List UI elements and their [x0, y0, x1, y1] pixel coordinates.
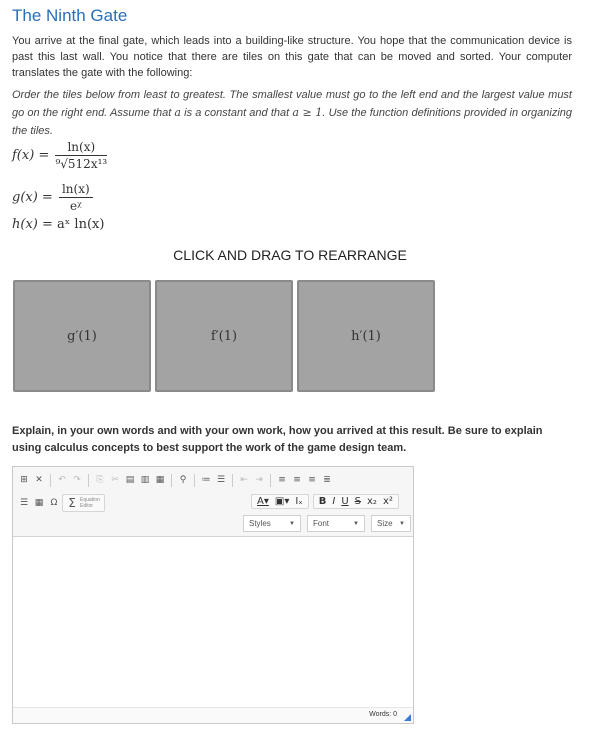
background-color-icon[interactable]: ▣▾ [274, 496, 290, 507]
resize-handle-icon[interactable] [404, 714, 411, 721]
tile-h-prime[interactable] [297, 280, 435, 392]
remove-format-icon[interactable]: Iₓ [295, 496, 303, 507]
rich-text-editor [12, 466, 414, 724]
size-label: Size [377, 519, 393, 528]
chevron-down-icon: ▼ [353, 520, 359, 527]
tile-f-prime[interactable] [155, 280, 293, 392]
font-dropdown[interactable] [307, 515, 365, 532]
copy-icon[interactable]: ⎘ [96, 475, 104, 485]
formula-g-denominator: eᵡ [69, 199, 82, 213]
equation-editor-button[interactable] [62, 494, 105, 512]
explain-prompt: Explain, in your own words and with your own work, how you arrived at this result. Be sure to explain using calculus concepts to best support the work of the game design team. [12, 425, 543, 454]
condition: a ≥ 1 [292, 106, 323, 119]
formula-f [12, 140, 107, 171]
formula-h [12, 217, 104, 232]
toolbar-separator [171, 474, 172, 487]
paste-text-icon[interactable]: ▥ [140, 475, 150, 485]
bulleted-list-icon[interactable]: ☰ [216, 475, 226, 485]
instructions-paragraph [12, 86, 572, 140]
source-icon[interactable]: ⊞ [20, 475, 28, 485]
align-center-icon[interactable]: ≡ [293, 475, 301, 485]
var-a: a [174, 106, 181, 119]
horizontal-line-icon[interactable]: ☰ [19, 498, 29, 508]
tile-g-prime[interactable] [13, 280, 151, 392]
redo-icon[interactable]: ↷ [73, 475, 81, 485]
paste-word-icon[interactable]: ▦ [155, 475, 165, 485]
editor-content-area[interactable] [13, 538, 413, 708]
formula-f-denominator: ⁹√512x¹³ [55, 157, 108, 171]
subscript-button[interactable]: x₂ [367, 496, 377, 507]
underline-button[interactable]: U [341, 496, 349, 507]
toolbar-row-2 [17, 494, 105, 512]
toolbar-separator [88, 474, 89, 487]
size-dropdown[interactable] [371, 515, 411, 532]
justify-icon[interactable]: ≣ [323, 475, 331, 485]
formula-g-fraction [59, 182, 93, 213]
formula-g [12, 182, 93, 213]
tile-label: g′(1) [67, 328, 97, 344]
maximize-icon[interactable]: ✕ [35, 475, 43, 485]
styles-label: Styles [249, 519, 271, 528]
undo-icon[interactable]: ↶ [58, 475, 66, 485]
styles-dropdown[interactable] [243, 515, 301, 532]
toolbar-row-1 [17, 473, 334, 487]
bold-button[interactable]: B [318, 496, 327, 507]
formula-g-numerator: ln(x) [59, 182, 93, 198]
align-left-icon[interactable]: ≡ [278, 475, 286, 485]
superscript-button[interactable]: x² [382, 496, 393, 507]
chevron-down-icon: ▼ [399, 520, 405, 527]
formula-g-lhs: g(x) = [12, 190, 53, 205]
formula-f-numerator: ln(x) [55, 140, 107, 156]
strike-button[interactable]: S [354, 496, 361, 507]
toolbar-separator [194, 474, 195, 487]
toolbar-separator [232, 474, 233, 487]
numbered-list-icon[interactable]: ≔ [201, 475, 211, 485]
formula-f-fraction [55, 140, 107, 171]
omega-icon[interactable]: Ω [50, 498, 58, 508]
page-title: The Ninth Gate [12, 6, 128, 25]
tile-label: h′(1) [351, 328, 381, 344]
instructions-part2: is a constant and that [180, 107, 293, 119]
word-count: Words: 0 [369, 711, 397, 718]
table-icon[interactable]: ▦ [34, 498, 44, 508]
indent-icon[interactable]: ⇥ [255, 475, 263, 485]
drag-instruction: CLICK AND DRAG TO REARRANGE [173, 247, 407, 263]
italic-button[interactable]: I [332, 496, 336, 507]
tile-label: f′(1) [210, 328, 238, 344]
equation-editor-label: Equation Editor [80, 497, 100, 509]
outdent-icon[interactable]: ⇤ [240, 475, 248, 485]
find-icon[interactable]: ⚲ [179, 475, 187, 485]
formula-f-lhs: f(x) = [12, 148, 50, 163]
toolbar-separator [270, 474, 271, 487]
instructions-part3: . Use the function definitions provided in organizing the tiles. [12, 107, 572, 137]
editor-toolbar [13, 467, 413, 537]
formula-h-rhs: aˣ ln(x) [57, 217, 105, 232]
formula-h-lhs: h(x) = [12, 217, 53, 232]
toolbar-separator [50, 474, 51, 487]
style-group [313, 494, 399, 509]
editor-status-bar [13, 707, 413, 723]
font-label: Font [313, 519, 330, 528]
paste-icon[interactable]: ▤ [125, 475, 135, 485]
align-right-icon[interactable]: ≡ [308, 475, 316, 485]
toolbar-format-group [251, 494, 399, 509]
sigma-icon: Σ [68, 496, 76, 510]
color-group [251, 494, 309, 509]
intro-paragraph: You arrive at the final gate, which leads into a building-like structure. You hope that the communication device is past this last wall. You notice that there are tiles on this gate that can be moved and sorted. Your computer translates the gate with the following: [12, 35, 572, 79]
cut-icon[interactable]: ✂ [111, 475, 119, 485]
chevron-down-icon: ▼ [289, 520, 295, 527]
text-color-icon[interactable]: A▾ [257, 496, 269, 507]
instructions-part1: Order the tiles below from least to greatest. The smallest value must go to the left end and the largest value must go on the right end. Assume that [12, 89, 572, 119]
